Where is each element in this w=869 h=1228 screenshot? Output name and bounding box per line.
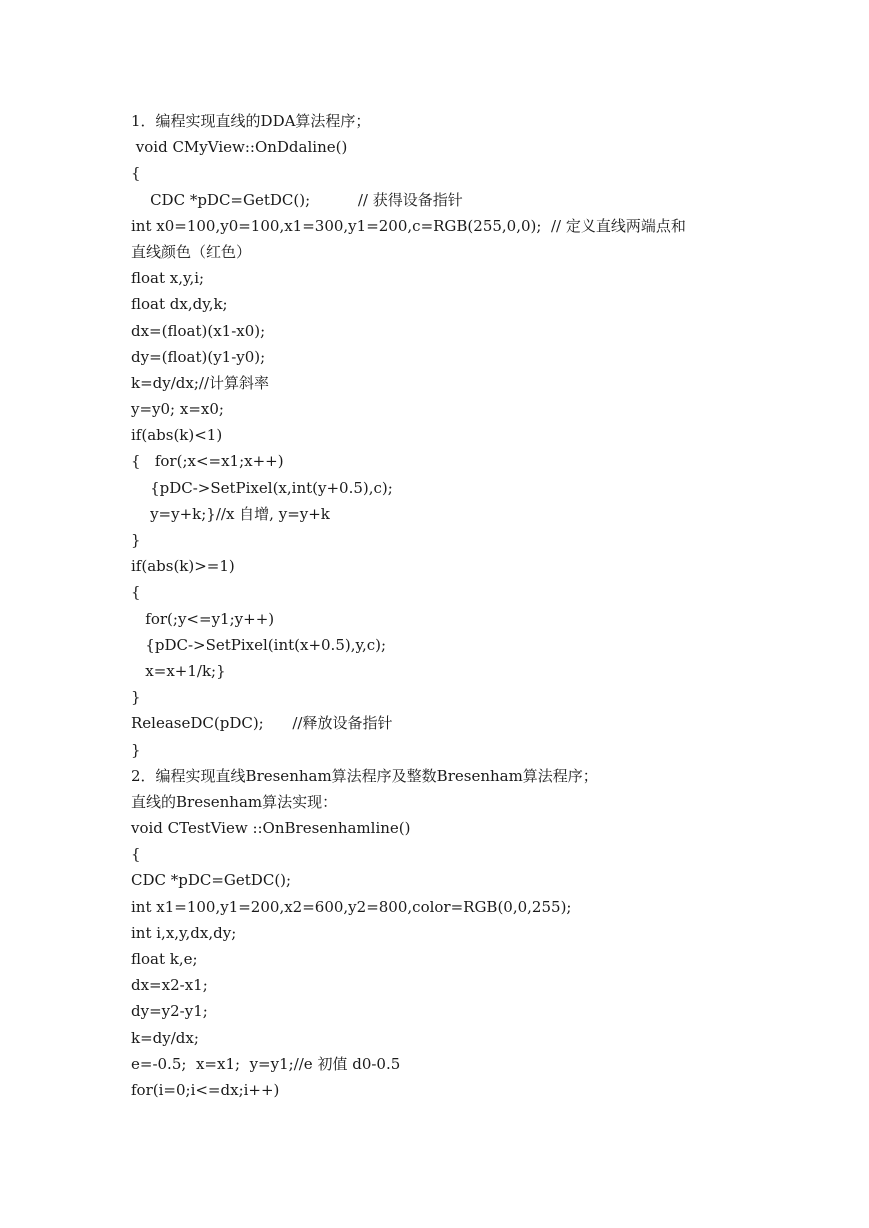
- code-line: ReleaseDC(pDC); //释放设备指针: [131, 714, 393, 733]
- subheading-bresenham: 直线的Bresenham算法实现：: [131, 792, 338, 811]
- heading-dda: 1．编程实现直线的DDA算法程序；: [131, 112, 371, 130]
- code-line: CDC *pDC=GetDC();: [131, 871, 292, 890]
- code-line: dy=y2-y1;: [131, 1002, 208, 1021]
- code-line: dx=x2-x1;: [131, 976, 208, 995]
- code-line: y=y+k;}//x 自增, y=y+k: [131, 504, 330, 523]
- heading-bresenham: 2．编程实现直线Bresenham算法程序及整数Bresenham算法程序；: [131, 766, 598, 785]
- code-line: k=dy/dx;: [131, 1028, 199, 1047]
- code-line: if(abs(k)>=1): [131, 557, 235, 576]
- code-line: void CTestView ::OnBresenhamline(): [131, 819, 411, 838]
- code-line: for(i=0;i<=dx;i++): [131, 1080, 280, 1099]
- code-line: if(abs(k)<1): [131, 426, 223, 445]
- code-line: {pDC->SetPixel(x,int(y+0.5),c);: [131, 478, 393, 497]
- code-listing: [131, 108, 771, 1103]
- code-line: int i,x,y,dx,dy;: [131, 923, 237, 942]
- code-line: }: [131, 740, 141, 759]
- code-line: float k,e;: [131, 950, 198, 968]
- code-line: float dx,dy,k;: [131, 295, 228, 314]
- code-line: 直线颜色（红色）: [131, 242, 252, 261]
- code-line: dx=(float)(x1-x0);: [131, 321, 266, 340]
- code-line: {pDC->SetPixel(int(x+0.5),y,c);: [131, 635, 387, 654]
- code-line: y=y0; x=x0;: [131, 400, 224, 419]
- code-line: int x1=100,y1=200,x2=600,y2=800,color=RGB(0,0,255);: [131, 897, 572, 916]
- code-line: }: [131, 531, 141, 549]
- code-line: }: [131, 688, 141, 707]
- code-line: float x,y,i;: [131, 269, 205, 288]
- code-line: int x0=100,y0=100,x1=300,y1=200,c=RGB(255,0,0); // 定义直线两端点和: [131, 216, 686, 235]
- code-line: {: [131, 845, 141, 864]
- code-line: e=-0.5; x=x1; y=y1;//e 初值 d0-0.5: [131, 1054, 401, 1073]
- code-line: void CMyView::OnDdaline(): [131, 138, 348, 157]
- code-line: for(;y<=y1;y++): [131, 609, 275, 628]
- code-line: x=x+1/k;}: [131, 661, 226, 680]
- code-line: {: [131, 164, 141, 183]
- code-line: k=dy/dx;//计算斜率: [131, 373, 270, 392]
- code-line: {: [131, 583, 141, 602]
- code-line: CDC *pDC=GetDC(); // 获得设备指针: [131, 190, 463, 209]
- code-line: dy=(float)(y1-y0);: [131, 347, 266, 366]
- code-line: { for(;x<=x1;x++): [131, 452, 284, 471]
